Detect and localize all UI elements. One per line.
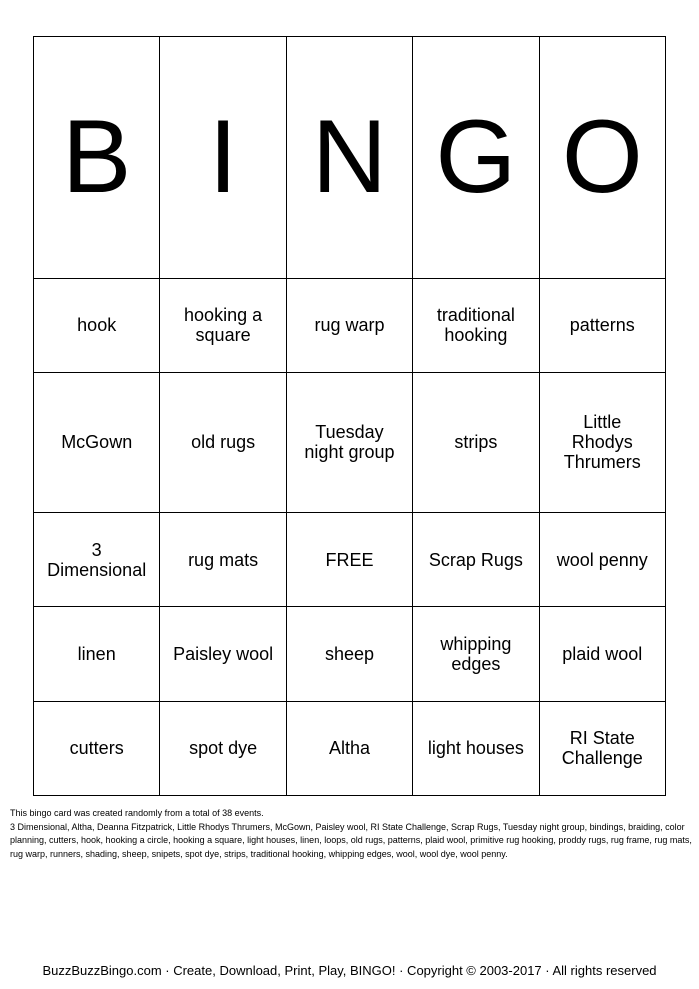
bingo-cell-text: strips: [454, 432, 498, 453]
header-letter-i: I: [160, 37, 286, 279]
bingo-cell-text: plaid wool: [562, 644, 643, 665]
bingo-cell: [160, 701, 286, 795]
bingo-cell: [413, 701, 539, 795]
bingo-cell-text: sheep: [324, 644, 374, 665]
bingo-cell-text: wool penny: [556, 549, 648, 570]
bingo-row: [34, 513, 666, 607]
bingo-cell-text: whipping edges: [440, 634, 512, 675]
bingo-cell: [34, 607, 160, 701]
header-letter-g: G: [413, 37, 539, 279]
card-info: [10, 807, 692, 861]
bingo-cell: [34, 278, 160, 372]
bingo-cell-text: McGown: [61, 432, 133, 453]
bingo-cell: [286, 701, 412, 795]
bingo-cell-text: linen: [77, 644, 116, 665]
bingo-cell: [413, 278, 539, 372]
bingo-cell: [34, 372, 160, 512]
bingo-card: [33, 36, 666, 796]
bingo-row: [34, 278, 666, 372]
bingo-cell-text: hook: [77, 315, 117, 336]
bingo-cell: [160, 513, 286, 607]
bingo-cell: [539, 278, 665, 372]
bingo-cell-text: Scrap Rugs: [428, 549, 523, 570]
bingo-cell-text: Little Rhodys Thrumers: [563, 412, 641, 473]
bingo-cell: [413, 372, 539, 512]
header-letter-n: N: [286, 37, 412, 279]
bingo-cell-text: old rugs: [191, 432, 256, 453]
bingo-row: [34, 701, 666, 795]
bingo-cell-text: cutters: [69, 738, 124, 759]
bingo-header-row: [34, 37, 666, 279]
bingo-cell: [286, 607, 412, 701]
bingo-cell: [539, 372, 665, 512]
bingo-cell-text: patterns: [569, 315, 635, 336]
bingo-cell-text: traditional hooking: [436, 305, 515, 346]
bingo-cell: [413, 513, 539, 607]
card-info-summary: This bingo card was created randomly from a total of 38 events.: [10, 808, 264, 818]
bingo-cell-text: light houses: [427, 738, 524, 759]
bingo-cell-text: rug mats: [188, 549, 259, 570]
bingo-cell-text: spot dye: [189, 738, 258, 759]
bingo-cell: [160, 372, 286, 512]
bingo-cell-text: rug warp: [314, 315, 385, 336]
bingo-cell: [539, 607, 665, 701]
bingo-cell-text: hooking a square: [184, 305, 263, 346]
bingo-cell: [286, 372, 412, 512]
bingo-cell: [160, 278, 286, 372]
bingo-cell-text: Paisley wool: [173, 644, 274, 665]
bingo-cell: [539, 513, 665, 607]
header-letter-b: B: [34, 37, 160, 279]
bingo-row: [34, 372, 666, 512]
card-info-events-list: 3 Dimensional, Altha, Deanna Fitzpatrick, Little Rhodys Thrumers, McGown, Paisley wool, RI State Challenge, Scrap Rugs, Tuesday night group, bindings, braiding, color planning, cutters, hook, hooking a circle, hooking a square, light houses, linen, loops, old rugs, patterns, plaid wool, primitive rug hooking, proddy rugs, rug frame, rug mats, rug warp, runners, shading, sheep, snipets, spot dye, strips, traditional hooking, whipping edges, wool, wool dye, wool penny.: [10, 821, 692, 859]
bingo-free-cell-text: FREE: [325, 549, 374, 570]
bingo-cell: [286, 278, 412, 372]
bingo-cell: [413, 607, 539, 701]
bingo-cell-text: Tuesday night group: [304, 422, 395, 463]
bingo-cell-text: Altha: [328, 738, 370, 759]
bingo-cell: [34, 513, 160, 607]
bingo-cell: [539, 701, 665, 795]
bingo-cell: [160, 607, 286, 701]
bingo-cell-text: 3 Dimensional: [47, 539, 147, 580]
bingo-cell: [34, 701, 160, 795]
header-letter-o: O: [539, 37, 665, 279]
bingo-free-cell: [286, 513, 412, 607]
bingo-row: [34, 607, 666, 701]
bingo-cell-text: RI State Challenge: [561, 728, 643, 769]
page-footer: BuzzBuzzBingo.com · Create, Download, Print, Play, BINGO! · Copyright © 2003-2017 · All rights reserved: [42, 963, 657, 978]
